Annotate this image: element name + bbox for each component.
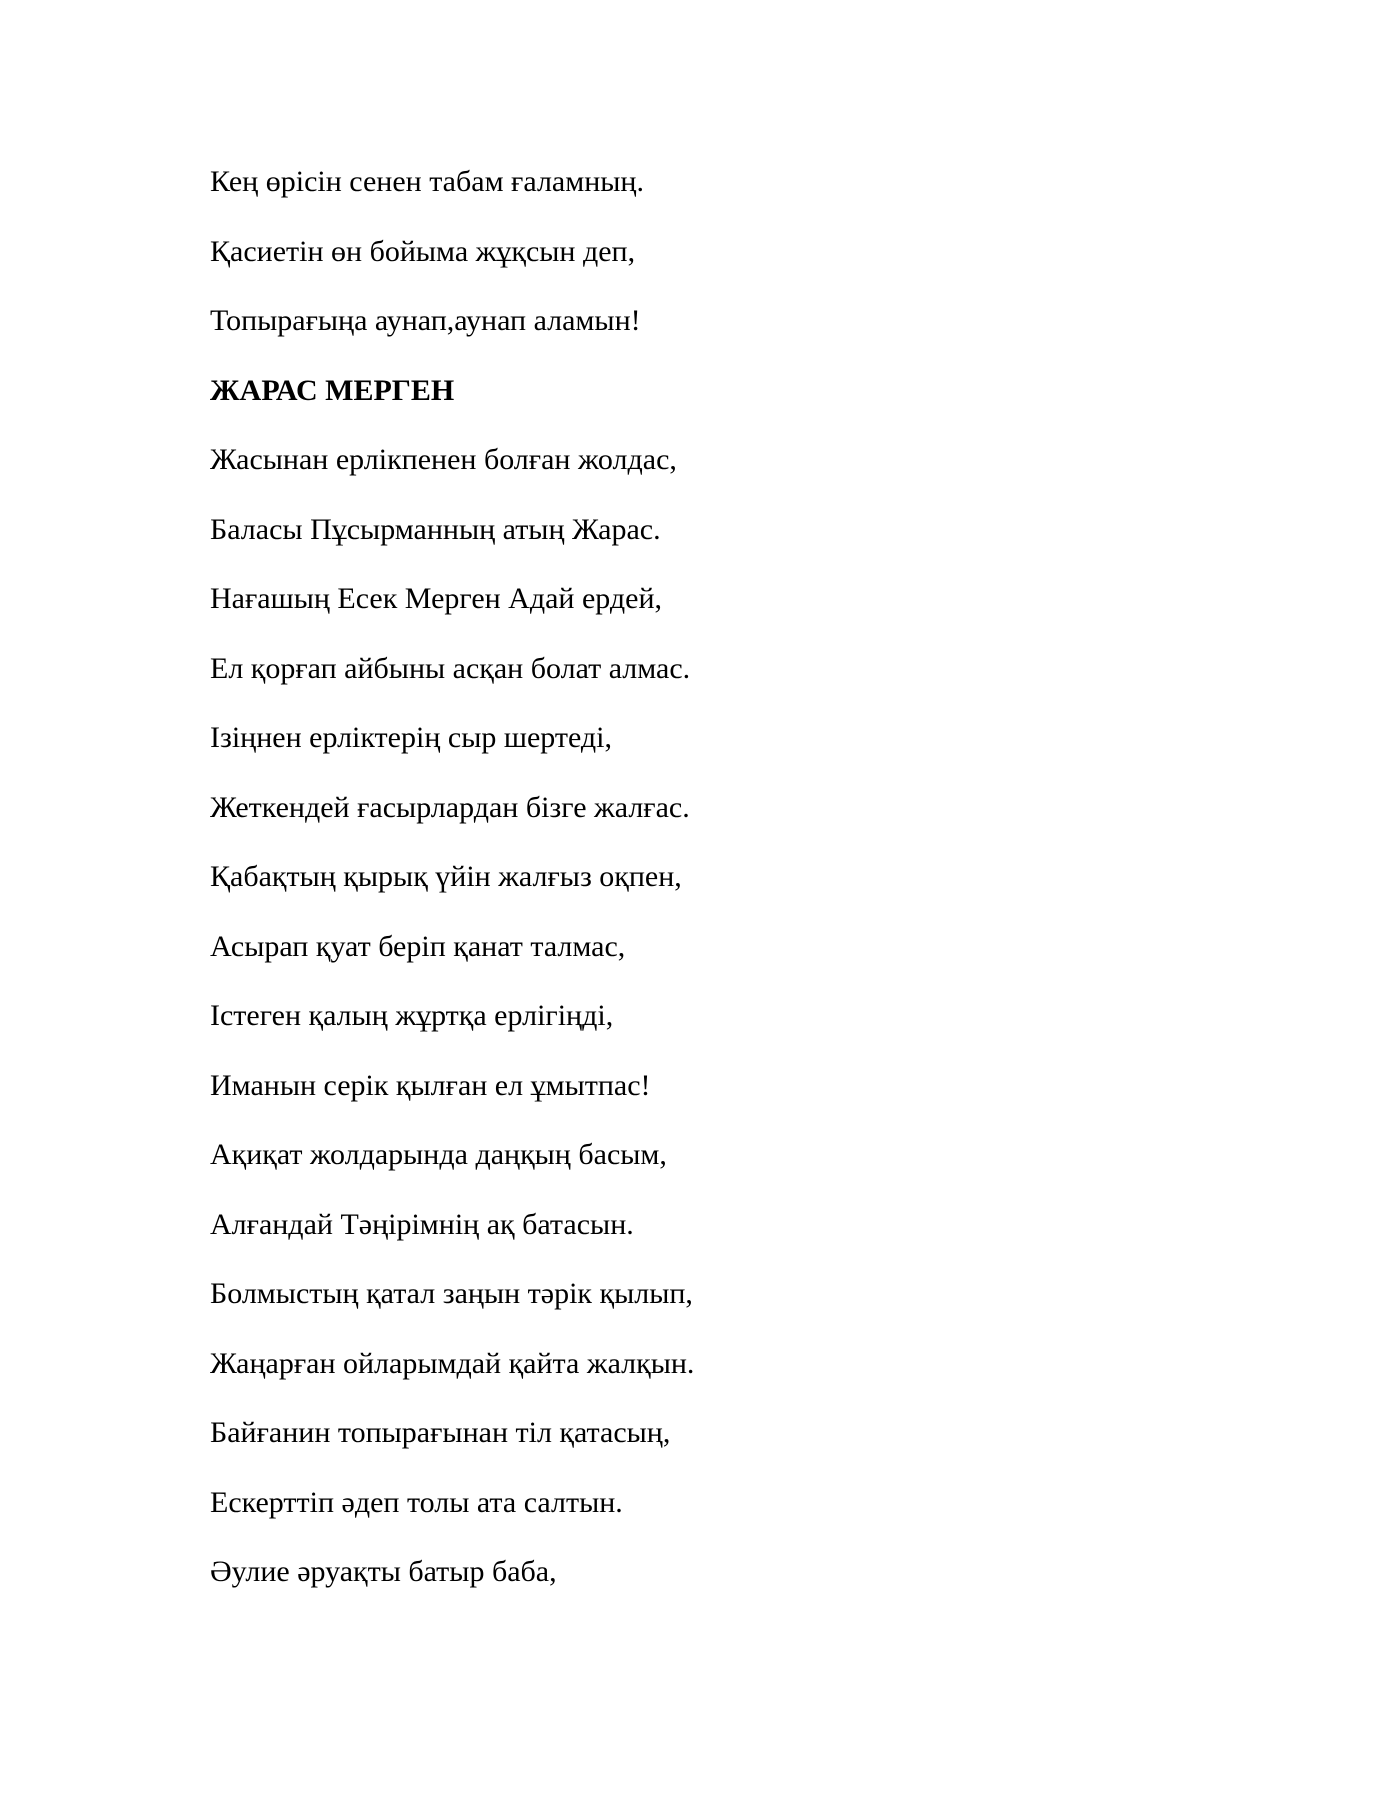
poem-line: Қасиетін өн бойыма жұқсын деп, <box>210 234 636 268</box>
poem-line: Баласы Пұсырманның атың Жарас. <box>210 512 661 546</box>
document-page <box>210 147 694 1607</box>
poem-line: Әулие әруақты батыр баба, <box>210 1555 557 1588</box>
poem-line: Жасынан ерлікпенен болған жолдас, <box>210 443 677 476</box>
section-heading: ЖАРАС МЕРГЕН <box>210 373 455 407</box>
poem-line: Байғанин топырағынан тіл қатасың, <box>210 1416 671 1449</box>
poem-line: Ақиқат жолдарында даңқың басым, <box>210 1138 667 1171</box>
poem-line: Кең өрісін сенен табам ғаламның. <box>210 165 644 198</box>
poem-line: Болмыстың қатал заңын тәрік қылып, <box>210 1277 693 1310</box>
poem-line: Нағашың Есек Мерген Адай ердей, <box>210 582 663 615</box>
poem-line: Қабақтың қырық үйін жалғыз оқпен, <box>210 860 682 893</box>
poem-line: Топырағыңа аунап,аунап аламын! <box>210 304 641 337</box>
poem-line: Иманын серік қылған ел ұмытпас! <box>210 1068 651 1102</box>
poem-line: Ескерттіп әдеп толы ата салтын. <box>210 1485 623 1519</box>
poem-line: Ел қорғап айбыны асқан болат алмас. <box>210 651 691 685</box>
poem-line: Жеткендей ғасырлардан бізге жалғас. <box>210 790 690 824</box>
poem-line: Істеген қалың жұртқа ерлігіңді, <box>210 999 614 1032</box>
poem-line: Асырап қуат беріп қанат талмас, <box>210 929 626 963</box>
poem-line: Ізіңнен ерліктерің сыр шертеді, <box>210 721 612 754</box>
poem-line: Жаңарған ойларымдай қайта жалқын. <box>210 1346 695 1380</box>
poem-line: Алғандай Тәңірімнің ақ батасын. <box>210 1207 634 1241</box>
